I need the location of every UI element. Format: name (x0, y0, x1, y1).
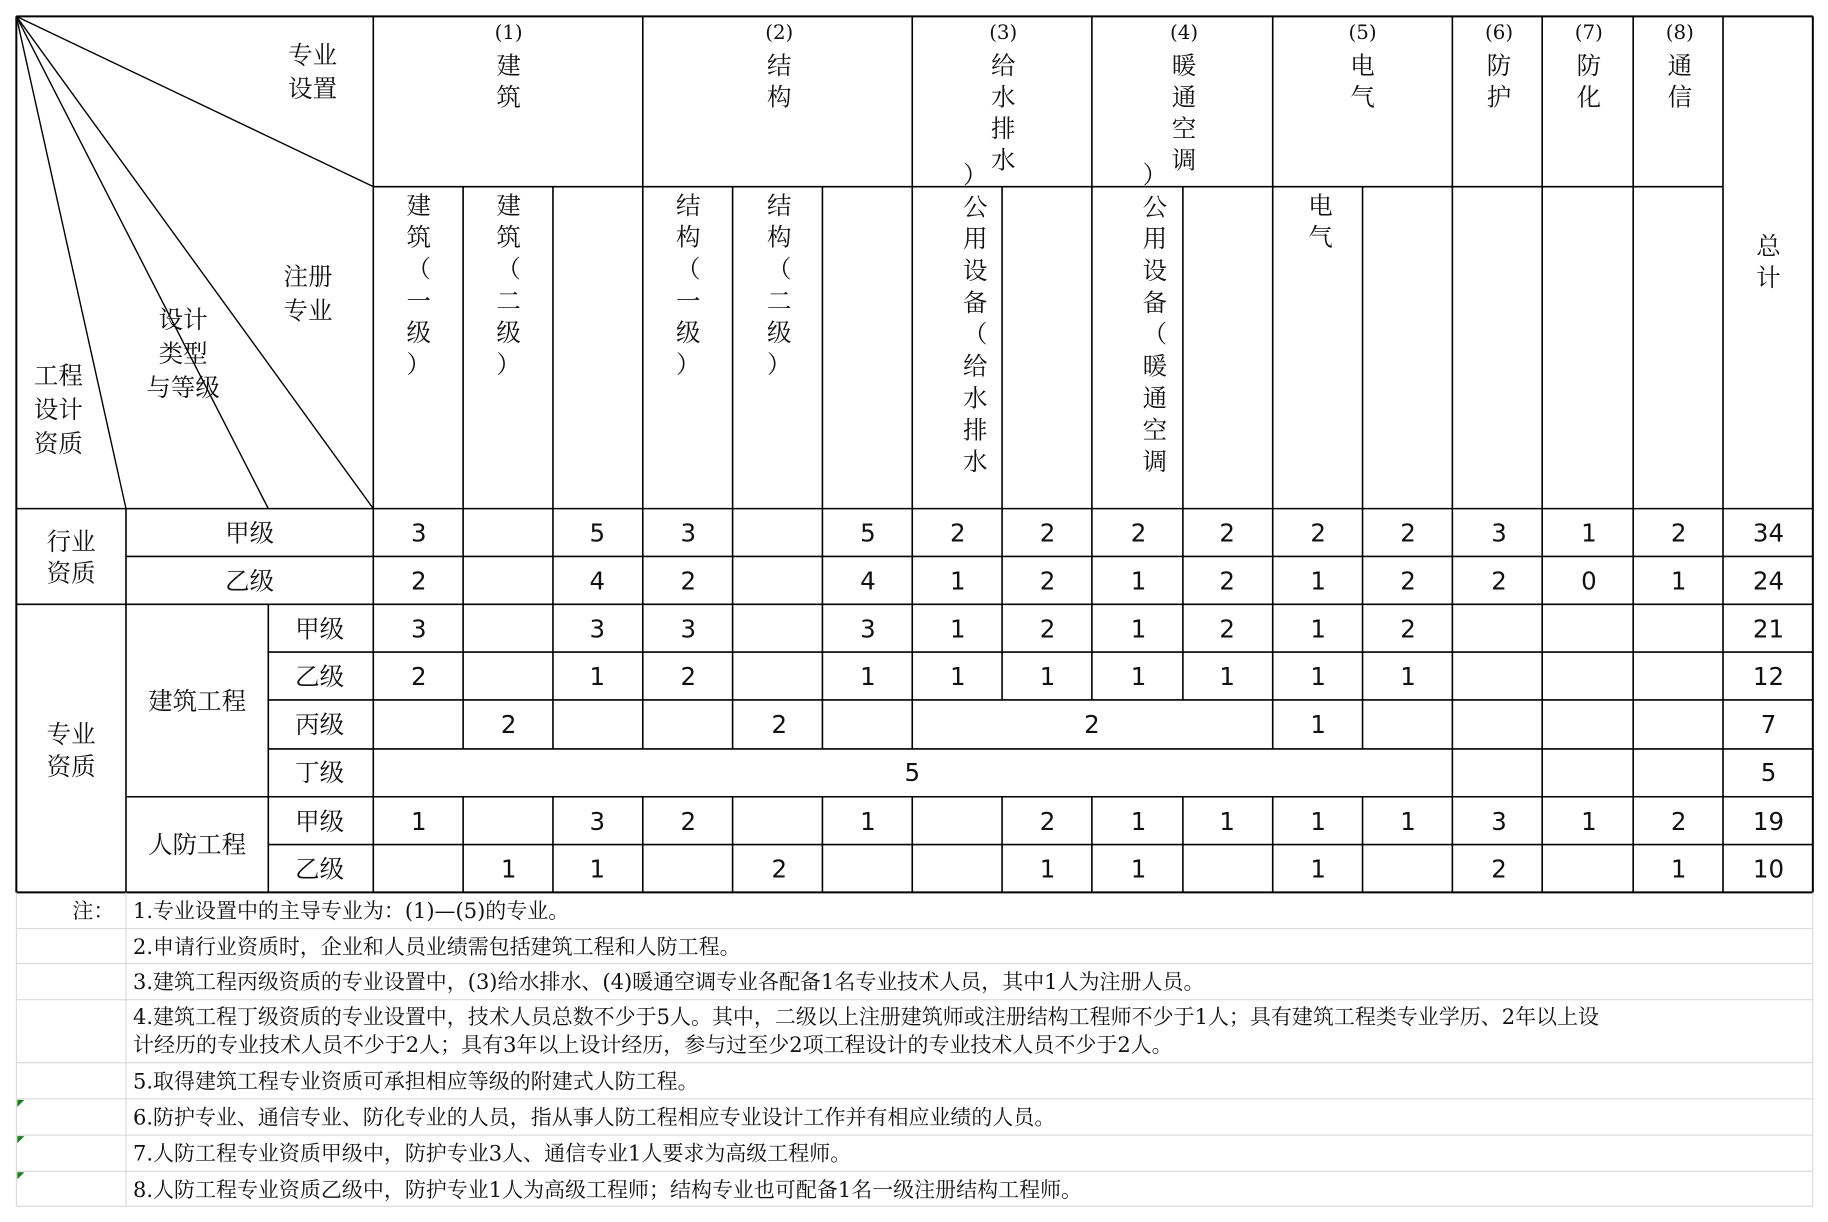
corner-registered-major-label: 注册 (283, 261, 333, 291)
data-cell-value: 2 (1310, 518, 1327, 548)
data-cell-value: 1 (1310, 854, 1327, 884)
data-cell-value: 1 (1400, 662, 1416, 692)
cell-comment-marker[interactable] (17, 1136, 24, 1143)
corner-qualification-label: 资质 (33, 428, 83, 458)
corner-qualification-label: 设计 (33, 394, 83, 424)
data-cell-value: 2 (1039, 566, 1056, 596)
group-name-label: 暖通空调 (1171, 50, 1197, 175)
row-total-value: 12 (1752, 662, 1785, 692)
data-cell-value: 3 (1491, 806, 1507, 836)
note-line: 5.取得建筑工程专业资质可承担相应等级的附建式人防工程。 (132, 1069, 699, 1094)
corner-major-setup-label: 专业 (288, 40, 338, 70)
cell-comment-marker[interactable] (17, 1172, 24, 1179)
professional-qualification-label: 专业 (46, 719, 96, 749)
data-cell-value: 2 (1670, 806, 1687, 836)
data-cell-value: 1 (1670, 854, 1687, 884)
data-cell-value: 1 (949, 614, 966, 644)
sub-column-label: 建筑（一级） (406, 190, 432, 380)
data-cell-value: 1 (1581, 518, 1597, 548)
group-name-label: 给水排水 (990, 50, 1016, 175)
sub-column-label: ）公用设备（给水排水 (962, 160, 988, 477)
data-cell-value: 1 (860, 806, 876, 836)
corner-registered-major-label: 专业 (283, 295, 333, 325)
data-cell-value: 2 (1491, 566, 1507, 596)
corner-qualification-label: 工程 (33, 361, 83, 391)
data-cell-value: 4 (589, 566, 606, 596)
group-name-label: 通信 (1667, 50, 1693, 112)
sub-column-label: 电气 (1308, 190, 1333, 252)
data-cell-value: 4 (860, 566, 876, 596)
grade-label: 乙级 (295, 662, 345, 692)
data-cell-value: 2 (1400, 566, 1416, 596)
grade-label: 乙级 (295, 854, 345, 884)
sub-column-label: 建筑（二级） (496, 190, 521, 380)
data-cell-value: 3 (860, 614, 876, 644)
data-cell-value: 1 (949, 566, 966, 596)
data-cell-value: 2 (1039, 806, 1056, 836)
data-cell-value: 2 (949, 518, 966, 548)
data-cell-value: 1 (1219, 662, 1236, 692)
data-cell-value: 2 (1039, 614, 1056, 644)
data-cell-value: 2 (1491, 854, 1507, 884)
group-name-label: 电气 (1350, 50, 1375, 112)
data-cell-value: 1 (1310, 806, 1327, 836)
group-name-label: 防护 (1486, 50, 1512, 112)
data-cell-value: 1 (1039, 854, 1056, 884)
data-cell-value: 1 (1130, 806, 1147, 836)
merged-cell-value: 5 (904, 757, 921, 787)
cell-comment-marker[interactable] (17, 1100, 24, 1107)
data-cell-value: 1 (500, 854, 517, 884)
data-cell-value: 2 (1219, 614, 1236, 644)
row-total-value: 24 (1752, 566, 1785, 596)
data-cell-value: 1 (1310, 709, 1327, 739)
group-number-label: (2) (765, 21, 794, 45)
data-cell-value: 1 (1130, 662, 1147, 692)
row-total-value: 21 (1752, 614, 1785, 644)
total-column-header: 总计 (1756, 231, 1781, 293)
data-cell-value: 3 (411, 518, 427, 548)
sub-column-label: 结构（一级） (676, 190, 701, 380)
grade-label: 甲级 (295, 806, 345, 836)
row-total-value: 5 (1760, 757, 1777, 787)
data-cell-value: 2 (1219, 518, 1236, 548)
group-name-label: 建筑 (496, 50, 521, 112)
data-cell-value: 5 (860, 518, 876, 548)
corner-design-type-label: 类型 (158, 338, 208, 368)
notes-prefix: 注： (72, 899, 115, 924)
corner-major-setup-label: 设置 (288, 74, 338, 104)
data-cell-value: 1 (1310, 614, 1327, 644)
data-cell-value: 3 (680, 518, 697, 548)
data-cell-value: 2 (1219, 566, 1236, 596)
row-total-value: 34 (1752, 518, 1785, 548)
group-name-label: 结构 (767, 50, 792, 112)
industry-qualification-label: 资质 (46, 558, 96, 588)
group-number-label: (5) (1348, 21, 1377, 45)
professional-qualification-label: 资质 (46, 751, 96, 781)
data-cell-value: 1 (1581, 806, 1597, 836)
data-cell-value: 2 (1130, 518, 1147, 548)
data-cell-value: 1 (589, 854, 606, 884)
data-cell-value: 2 (1400, 614, 1416, 644)
data-cell-value: 1 (589, 662, 606, 692)
note-line: 4.建筑工程丁级资质的专业设置中，技术人员总数不少于5人。其中，二级以上注册建筑师或注册结构工程师不少于1人；具有建筑工程类专业学历、2年以上设 (132, 1005, 1600, 1030)
row-total-value: 7 (1760, 709, 1777, 739)
corner-design-type-label: 与等级 (146, 372, 220, 402)
data-cell-value: 2 (1670, 518, 1687, 548)
data-cell-value: 1 (1310, 662, 1327, 692)
sub-column-label: 结构（二级） (767, 190, 792, 380)
sub-column-label: ）公用设备（暖通空调 (1142, 160, 1168, 477)
data-cell-value: 2 (771, 709, 788, 739)
data-cell-value: 1 (1130, 566, 1147, 596)
note-line: 8.人防工程专业资质乙级中，防护专业1人为高级工程师；结构专业也可配备1名一级注册结构工程师。 (132, 1177, 1083, 1202)
group-number-label: (7) (1574, 21, 1603, 45)
group-name-label: 防化 (1576, 50, 1602, 112)
data-cell-value: 0 (1581, 566, 1597, 596)
note-line: 计经历的专业技术人员不少于2人；具有3年以上设计经历，参与过至少2项工程设计的专业技术人员不少于2人。 (132, 1033, 1173, 1058)
data-cell-value: 2 (1039, 518, 1056, 548)
data-cell-value: 1 (411, 806, 427, 836)
grade-label: 甲级 (295, 614, 345, 644)
group-number-label: (4) (1170, 21, 1199, 45)
note-line: 2.申请行业资质时，企业和人员业绩需包括建筑工程和人防工程。 (132, 935, 741, 960)
data-cell-value: 2 (680, 662, 697, 692)
data-cell-value: 1 (1130, 854, 1147, 884)
data-cell-value: 2 (680, 566, 697, 596)
data-cell-value: 3 (589, 806, 606, 836)
row-total-value: 10 (1752, 854, 1785, 884)
group-number-label: (6) (1484, 21, 1514, 45)
group-number-label: (3) (989, 21, 1018, 45)
data-cell-value: 1 (1670, 566, 1687, 596)
note-line: 6.防护专业、通信专业、防化专业的人员，指从事人防工程相应专业设计工作并有相应业绩的人员。 (132, 1105, 1056, 1130)
merged-cell-value: 2 (1084, 709, 1100, 739)
data-cell-value: 2 (411, 566, 427, 596)
row-total-value: 19 (1752, 806, 1785, 836)
grade-label: 乙级 (225, 566, 275, 596)
data-cell-value: 2 (771, 854, 788, 884)
data-cell-value: 1 (1130, 614, 1147, 644)
grade-label: 丁级 (295, 757, 345, 787)
grade-label: 丙级 (295, 709, 345, 739)
building-engineering-label: 建筑工程 (148, 686, 247, 716)
data-cell-value: 3 (680, 614, 697, 644)
data-cell-value: 2 (1400, 518, 1416, 548)
data-cell-value: 2 (680, 806, 697, 836)
data-cell-value: 1 (1310, 566, 1327, 596)
group-number-label: (8) (1665, 21, 1694, 45)
civil-defense-label: 人防工程 (148, 830, 247, 860)
data-cell-value: 1 (860, 662, 876, 692)
data-cell-value: 3 (411, 614, 427, 644)
data-cell-value: 3 (589, 614, 606, 644)
data-cell-value: 3 (1491, 518, 1507, 548)
data-cell-value: 1 (1219, 806, 1236, 836)
data-cell-value: 1 (1400, 806, 1416, 836)
data-cell-value: 1 (1039, 662, 1056, 692)
note-line: 7.人防工程专业资质甲级中，防护专业3人、通信专业1人要求为高级工程师。 (132, 1141, 852, 1166)
table-text (34, 21, 1784, 1203)
data-cell-value: 1 (949, 662, 966, 692)
data-cell-value: 5 (589, 518, 606, 548)
data-cell-value: 2 (500, 709, 517, 739)
industry-qualification-label: 行业 (46, 526, 96, 556)
grade-label: 甲级 (225, 518, 275, 548)
group-number-label: (1) (494, 21, 523, 45)
data-cell-value: 2 (411, 662, 427, 692)
note-line: 1.专业设置中的主导专业为：(1)—(5)的专业。 (132, 899, 570, 924)
corner-design-type-label: 设计 (158, 305, 208, 335)
note-line: 3.建筑工程丙级资质的专业设置中，(3)给水排水、(4)暖通空调专业各配备1名专业技术人员，其中1人为注册人员。 (132, 970, 1205, 995)
